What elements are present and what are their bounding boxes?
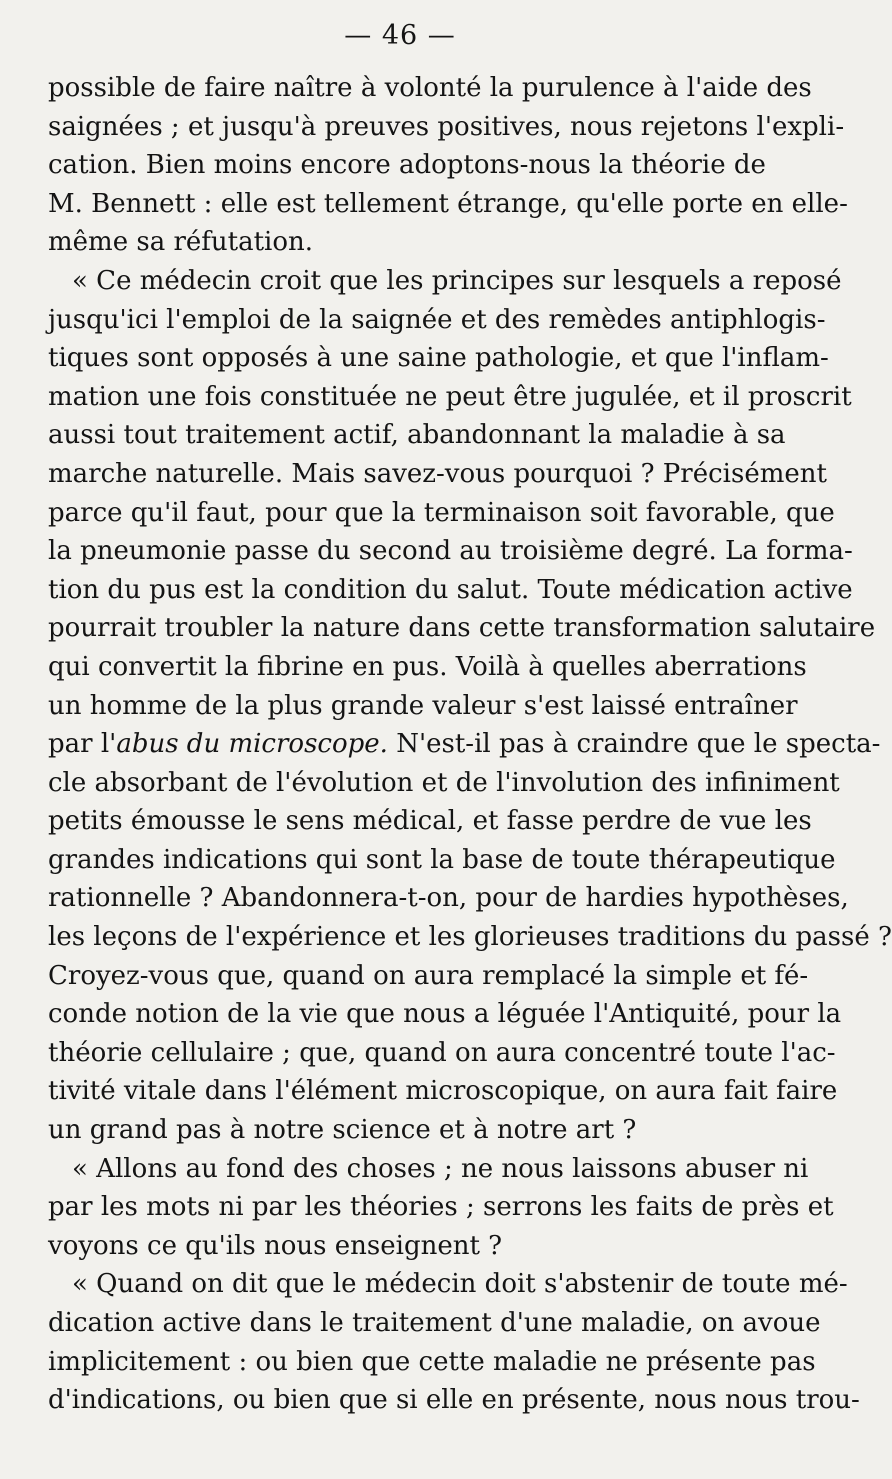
text-line: parce qu'il faut, pour que la terminaison soit favorable, que [48, 497, 835, 528]
text-line: conde notion de la vie que nous a léguée l'Antiquité, pour la [48, 999, 842, 1030]
text-line: « Quand on dit que le médecin doit s'abstenir de toute mé- [72, 1269, 848, 1300]
page-number: — 46 — [344, 20, 456, 51]
text-line: petits émousse le sens médical, et fasse perdre de vue les [48, 806, 812, 837]
text-line: jusqu'ici l'emploi de la saignée et des remèdes antiphlogis- [48, 304, 826, 335]
text-line: tiques sont opposés à une saine pathologie, et que l'inflam- [48, 343, 829, 374]
body-text [48, 69, 892, 1420]
text-line: cation. Bien moins encore adoptons-nous la théorie de [48, 150, 766, 181]
text-line: la pneumonie passe du second au troisième degré. La forma- [48, 536, 853, 567]
text-line: tion du pus est la condition du salut. Toute médication active [48, 574, 853, 605]
text-line: un grand pas à notre science et à notre art ? [48, 1115, 637, 1146]
text-line: tivité vitale dans l'élément microscopique, on aura fait faire [48, 1076, 838, 1107]
paragraph [48, 1150, 834, 1266]
text-line: implicitement : ou bien que cette maladie ne présente pas [48, 1346, 816, 1377]
text-line: Croyez-vous que, quand on aura remplacé la simple et fé- [48, 960, 809, 991]
text-fragment: N'est-il pas à craindre que le specta- [387, 729, 881, 760]
paragraph [48, 1265, 860, 1419]
text-line: par les mots ni par les théories ; serrons les faits de près et [48, 1192, 834, 1223]
italic-phrase: abus du microscope. [116, 729, 388, 760]
text-line-with-italic [48, 725, 881, 764]
text-line: voyons ce qu'ils nous enseignent ? [48, 1230, 503, 1261]
text-line: possible de faire naître à volonté la purulence à l'aide des [48, 73, 812, 103]
text-line: saignées ; et jusqu'à preuves positives, nous rejetons l'expli- [48, 111, 845, 142]
text-line: d'indications, ou bien que si elle en présente, nous nous trou- [48, 1385, 860, 1416]
text-line: les leçons de l'expérience et les glorieuses traditions du passé ? [48, 922, 892, 953]
text-line: « Ce médecin croit que les principes sur lesquels a reposé [72, 265, 842, 296]
text-line: marche naturelle. Mais savez-vous pourquoi ? Précisément [48, 458, 827, 489]
paragraph [48, 262, 892, 1150]
text-line: mation une fois constituée ne peut être jugulée, et il proscrit [48, 381, 852, 412]
text-line: qui convertit la fibrine en pus. Voilà à quelles aberrations [48, 651, 807, 682]
text-line: dication active dans le traitement d'une maladie, on avoue [48, 1308, 821, 1338]
text-line: cle absorbant de l'évolution et de l'involution des infiniment [48, 767, 840, 798]
text-line: M. Bennett : elle est tellement étrange, qu'elle porte en elle- [48, 188, 848, 219]
text-line: même sa réfutation. [48, 227, 314, 258]
paragraph [48, 69, 848, 262]
text-line: rationnelle ? Abandonnera-t-on, pour de hardies hypothèses, [48, 883, 849, 914]
text-fragment: par l' [48, 729, 117, 760]
text-line: pourrait troubler la nature dans cette transformation salutaire [48, 613, 876, 644]
text-line: « Allons au fond des choses ; ne nous laissons abuser ni [72, 1153, 809, 1184]
text-line: grandes indications qui sont la base de toute thérapeutique [48, 844, 836, 875]
text-line: un homme de la plus grande valeur s'est laissé entraîner [48, 690, 798, 721]
text-line: aussi tout traitement actif, abandonnant la maladie à sa [48, 420, 786, 451]
text-line: théorie cellulaire ; que, quand on aura concentré toute l'ac- [48, 1037, 836, 1068]
